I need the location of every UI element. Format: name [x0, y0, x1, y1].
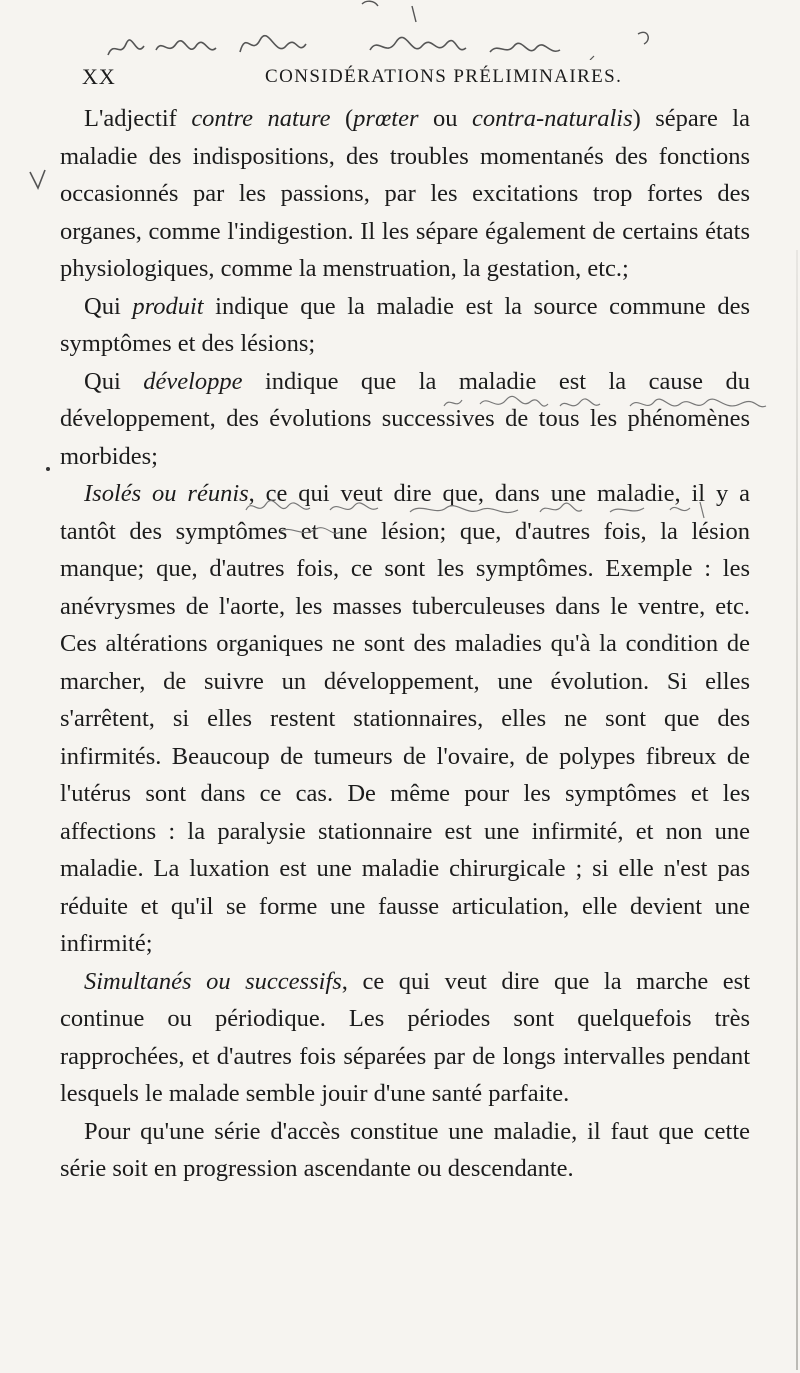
margin-dot	[46, 467, 50, 471]
page-number: XX	[82, 64, 116, 89]
running-title: CONSIDÉRATIONS PRÉLIMINAIRES.	[265, 66, 623, 87]
paragraph-produit: Qui produit indique que la maladie est la source commune des symptômes et des lésions;	[60, 292, 751, 357]
paragraph-simultanes: Simultanés ou successifs, ce qui veut dire que la marche est continue ou périodique. Les périodes sont quelquefois très rapprochées, et d'autres fois séparées par de longs intervalles pendant lesquels le malade semble jouir d'une santé parfaite.	[60, 967, 751, 1107]
page-edge-shadow	[796, 250, 798, 1370]
paragraph-adjectif: L'adjectif contre nature (prœter ou contra-naturalis) sépare la maladie des indispositions, des troubles momentanés des fonctions occasionnés par les passions, par les excitations trop fortes des organes, comme l'indigestion. Il les sépare également de certains états physiologiques, comme la menstruation, la gestation, etc.;	[60, 105, 750, 282]
page-header	[60, 64, 750, 104]
paragraph-developpe: Qui développe indique que la maladie est la cause du développement, des évolutions successives de tous les phénomènes morbides;	[60, 367, 750, 470]
paragraph-isoles: Isolés ou réunis, ce qui veut dire que, dans une maladie, il y a tantôt des symptômes et une lésion; que, d'autres fois, la lésion manque; que, d'autres fois, ce sont les symptômes. Exemple : les anévrysmes de l'aorte, les masses tuberculeuses dans le ventre, etc. Ces altérations organiques ne sont des maladies qu'à la condition de marcher, de suivre un développement, une évolution. Si elles s'arrêtent, si elles restent stationnaires, elles ne sont que des infirmités. Beaucoup de tumeurs de l'ovaire, de polypes fibreux de l'utérus sont dans ce cas. De même pour les symptômes et les affections : la paralysie stationnaire est une infirmité, et non une maladie. La luxation est une maladie chirurgicale ; si elle n'est pas réduite et qu'il se forme une fausse articulation, elle devient une infirmité;	[60, 480, 750, 957]
body-text	[60, 100, 750, 1188]
paragraph-serie-acces: Pour qu'une série d'accès constitue une maladie, il faut que cette série soit en progression ascendante ou descendante.	[60, 1117, 750, 1182]
handwritten-scribble-top	[100, 0, 660, 60]
margin-check-mark	[28, 168, 48, 192]
